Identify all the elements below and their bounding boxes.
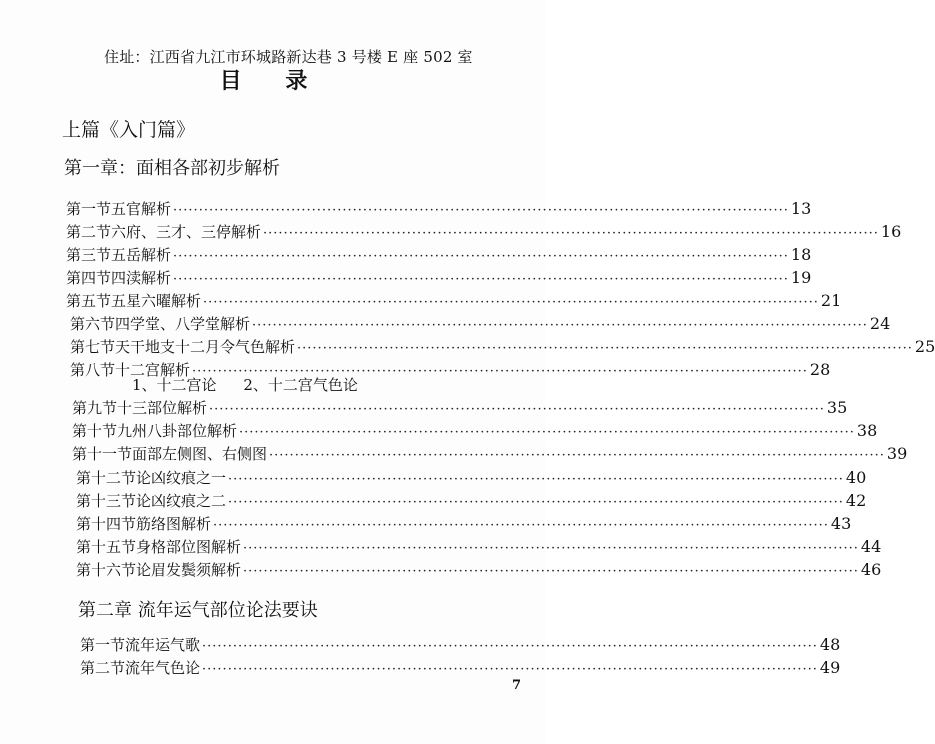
toc-entry-title: 四渎解析 [111, 269, 172, 287]
toc-leader-dots: ························································································································ [252, 318, 868, 333]
toc-leader-dots: ························································································································ [243, 541, 859, 556]
toc-page-number: 35 [826, 398, 848, 417]
toc-section-label: 第六节 [70, 315, 116, 333]
toc-page-number: 28 [809, 360, 831, 379]
toc-entry-title: 十二宫解析 [115, 361, 191, 379]
toc-section-label: 第五节 [66, 292, 112, 310]
toc-section-label: 第一节 [66, 200, 112, 218]
toc-entry-title: 筋络图解析 [136, 515, 212, 533]
toc-entry-title: 流年运气歌 [125, 636, 201, 654]
toc-leader-dots: ························································································································ [297, 341, 913, 356]
toc-leader-dots: ························································································································ [192, 364, 808, 379]
toc-leader-dots: ························································································································ [243, 564, 859, 579]
toc-leader-dots: ························································································································ [173, 249, 789, 264]
toc-entry-title: 论凶纹痕之二 [136, 492, 227, 510]
toc-leader-dots: ························································································································ [202, 639, 818, 654]
toc-leader-dots: ························································································································ [173, 272, 789, 287]
toc-entry-title: 六府、三才、三停解析 [111, 223, 262, 241]
part-title: 上篇《入门篇》 [62, 119, 196, 141]
toc-section-label: 第十六节 [76, 561, 137, 579]
subentry: 1、十二宫论 [132, 376, 217, 394]
toc-page-number: 40 [845, 468, 867, 487]
chapter-2-title: 第二章 流年运气部位论法要诀 [78, 600, 318, 621]
toc-entry-title: 五岳解析 [111, 246, 172, 264]
toc-section-label: 第十节 [72, 422, 118, 440]
toc-entry-title: 五星六曜解析 [111, 292, 202, 310]
toc-leader-dots: ························································································································ [269, 448, 885, 463]
toc-page-number: 43 [830, 514, 852, 533]
toc-entry-title: 十三部位解析 [117, 399, 208, 417]
toc-entry [76, 559, 882, 581]
toc-entry [80, 657, 841, 679]
toc-entry [66, 244, 812, 266]
toc-page-number: 49 [819, 658, 841, 677]
toc-entry [76, 467, 867, 489]
toc-entry [66, 290, 842, 312]
toc-section-label: 第十一节 [72, 445, 133, 463]
toc-section-label: 第十四节 [76, 515, 137, 533]
toc-entry [66, 198, 812, 220]
toc-page-number: 42 [845, 491, 867, 510]
toc-section-label: 第二节 [66, 223, 112, 241]
toc-page-number: 46 [860, 560, 882, 579]
toc-entry [70, 313, 891, 335]
toc-leader-dots: ························································································································ [173, 203, 789, 218]
toc-section-label: 第一节 [80, 636, 126, 654]
toc-entry [76, 536, 882, 558]
toc-entry-title: 面部左侧图、右侧图 [132, 445, 268, 463]
chapter-1-title: 第一章：面相各部初步解析 [64, 158, 280, 179]
toc-section-label: 第九节 [72, 399, 118, 417]
toc-entry [80, 634, 841, 656]
toc-leader-dots: ························································································································ [263, 226, 879, 241]
toc-entry-title: 流年气色论 [125, 659, 201, 677]
toc-section-label: 第十二节 [76, 469, 137, 487]
toc-leader-dots: ························································································································ [202, 662, 818, 677]
toc-page-number: 19 [790, 268, 812, 287]
toc-entry [66, 221, 902, 243]
toc-entry-title: 四学堂、八学堂解析 [115, 315, 251, 333]
toc-section-label: 第三节 [66, 246, 112, 264]
toc-section-label: 第八节 [70, 361, 116, 379]
toc-entry [70, 336, 935, 358]
page-number: 7 [512, 678, 522, 693]
toc-page-number: 48 [819, 635, 841, 654]
chapter-1-subentries [132, 374, 358, 395]
toc-entry [76, 490, 867, 512]
toc-entry [72, 397, 848, 419]
toc-entry-title: 身格部位图解析 [136, 538, 242, 556]
toc-entry [72, 443, 908, 465]
toc-leader-dots: ························································································································ [239, 425, 855, 440]
toc-page-number: 13 [790, 199, 812, 218]
toc-section-label: 第十三节 [76, 492, 137, 510]
subentry: 2、十二宫气色论 [243, 376, 358, 394]
toc-page-number: 16 [880, 222, 902, 241]
toc-page-number: 21 [820, 291, 842, 310]
toc-page-number: 39 [886, 444, 908, 463]
toc-entry [72, 420, 878, 442]
toc-entry-title: 论凶纹痕之一 [136, 469, 227, 487]
toc-section-label: 第十五节 [76, 538, 137, 556]
toc-entry [66, 267, 812, 289]
toc-section-label: 第四节 [66, 269, 112, 287]
toc-leader-dots: ························································································································ [209, 402, 825, 417]
toc-entry [76, 513, 852, 535]
toc-leader-dots: ························································································································ [203, 295, 819, 310]
toc-page-number: 25 [914, 337, 935, 356]
address-line: 住址：江西省九江市环城路新达巷 3 号楼 E 座 502 室 [104, 48, 473, 66]
toc-entry-title: 天干地支十二月令气色解析 [115, 338, 296, 356]
toc-page-number: 18 [790, 245, 812, 264]
toc-leader-dots: ························································································································ [228, 472, 844, 487]
toc-page-number: 24 [869, 314, 891, 333]
toc-entry-title: 五官解析 [111, 200, 172, 218]
toc-page-number: 38 [856, 421, 878, 440]
toc-page-number: 44 [860, 537, 882, 556]
toc-entry-title: 九州八卦部位解析 [117, 422, 238, 440]
toc-leader-dots: ························································································································ [213, 518, 829, 533]
page-title: 目 录 [219, 68, 326, 94]
toc-section-label: 第二节 [80, 659, 126, 677]
toc-section-label: 第七节 [70, 338, 116, 356]
toc-leader-dots: ························································································································ [228, 495, 844, 510]
toc-entry-title: 论眉发鬓须解析 [136, 561, 242, 579]
